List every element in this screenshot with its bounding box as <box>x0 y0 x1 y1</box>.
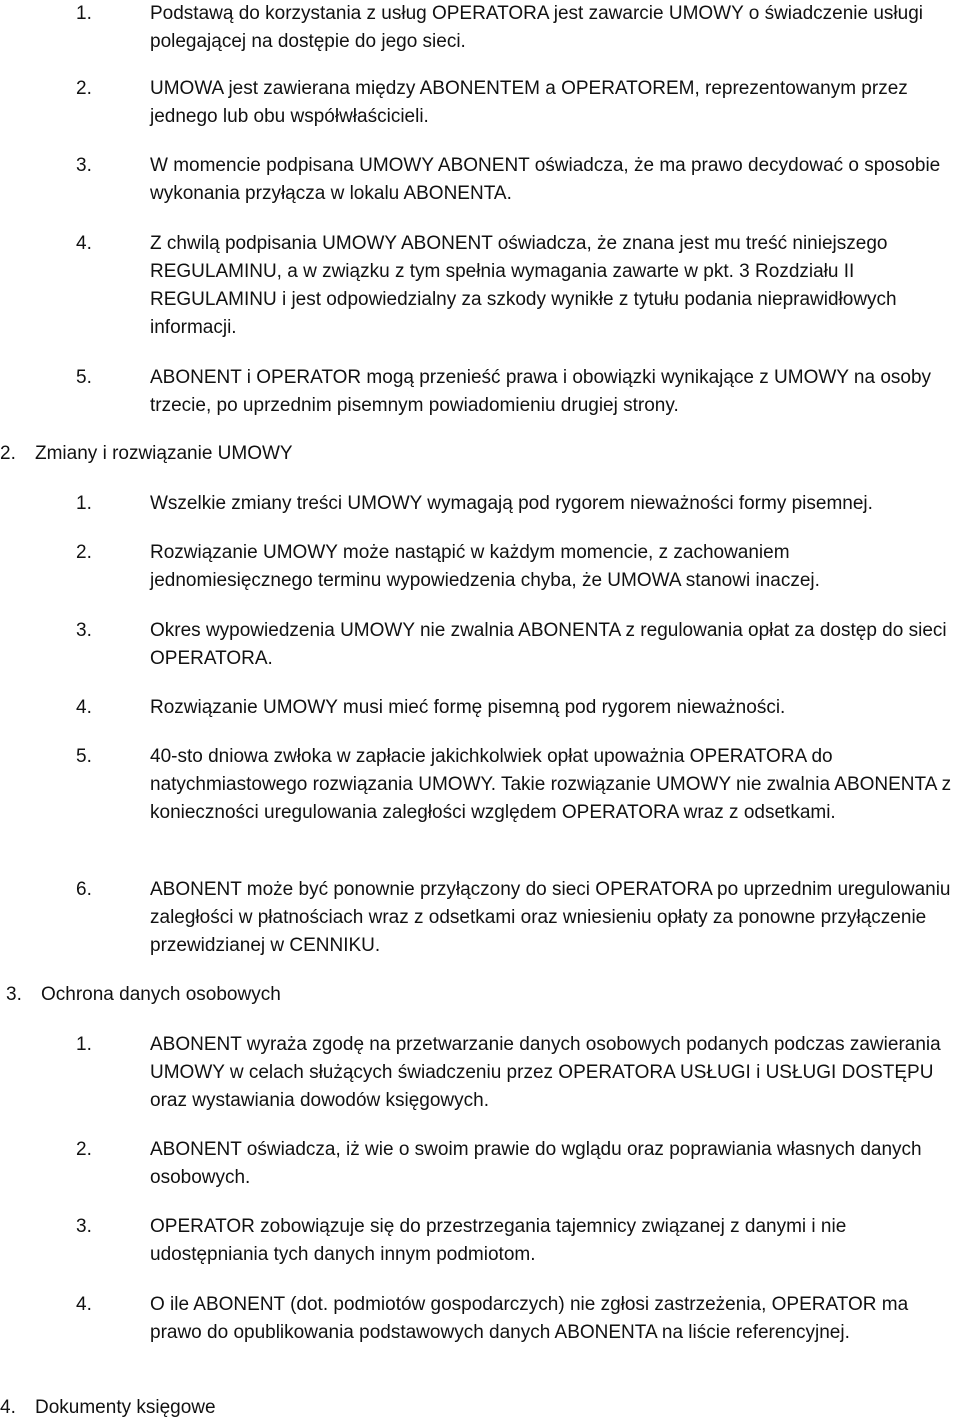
list-item-number: 3. <box>76 1216 92 1237</box>
list-item-text: Wszelkie zmiany treści UMOWY wymagają pod rygorem nieważności formy pisemnej. <box>150 493 873 514</box>
section-heading-number: 2. <box>0 443 16 464</box>
section-heading-title: Zmiany i rozwiązanie UMOWY <box>35 443 293 464</box>
list-item-number: 4. <box>76 233 92 254</box>
list-item-text: 40-sto dniowa zwłoka w zapłacie jakichkolwiek opłat upoważnia OPERATORA do natychmiastowego rozwiązania UMOWY. Takie rozwiązanie UMOWY nie zwalnia ABONENTA z konieczności uregulowania zaległości względem OPERATORA wraz z odsetkami. <box>150 746 952 823</box>
list-item-text: W momencie podpisana UMOWY ABONENT oświadcza, że ma prawo decydować o sposobie wykonania przyłącza w lokalu ABONENTA. <box>150 155 941 204</box>
list-item-number: 2. <box>76 542 92 563</box>
list-item-text: Rozwiązanie UMOWY musi mieć formę pisemną pod rygorem nieważności. <box>150 697 786 718</box>
list-item-text: OPERATOR zobowiązuje się do przestrzegania tajemnicy związanej z danymi i nie udostępniania tych danych innym podmiotom. <box>150 1216 847 1265</box>
section-heading-number: 3. <box>6 984 22 1005</box>
list-item-number: 4. <box>76 1294 92 1315</box>
list-item-number: 3. <box>76 620 92 641</box>
list-item-text: Z chwilą podpisania UMOWY ABONENT oświadcza, że znana jest mu treść niniejszego REGULAMINU, a w związku z tym spełnia wymagania zawarte w pkt. 3 Rozdziału II REGULAMINU i jest odpowiedzialny za szkody wynikłe z tytułu podania nieprawidłowych informacji. <box>150 233 897 338</box>
list-item-text: ABONENT oświadcza, iż wie o swoim prawie do wglądu oraz poprawiania własnych danych osobowych. <box>150 1139 922 1188</box>
list-item-number: 6. <box>76 879 92 900</box>
section-heading-title: Dokumenty księgowe <box>35 1397 216 1418</box>
list-item-number: 5. <box>76 746 92 767</box>
list-item-text: ABONENT może być ponownie przyłączony do sieci OPERATORA po uprzednim uregulowaniu zaległości w płatnościach wraz z odsetkami oraz wniesieniu opłaty za ponowne przyłączenie przewidzianej w CENNIKU. <box>150 879 951 956</box>
list-item-text: Okres wypowiedzenia UMOWY nie zwalnia ABONENTA z regulowania opłat za dostęp do sieci OPERATORA. <box>150 620 947 669</box>
section-heading-number: 4. <box>0 1397 16 1418</box>
list-item-number: 1. <box>76 3 92 24</box>
list-item-text: Rozwiązanie UMOWY może nastąpić w każdym momencie, z zachowaniem jednomiesięcznego terminu wypowiedzenia chyba, że UMOWA stanowi inaczej. <box>150 542 820 591</box>
list-item-number: 2. <box>76 78 92 99</box>
list-item-text: O ile ABONENT (dot. podmiotów gospodarczych) nie zgłosi zastrzeżenia, OPERATOR ma prawo do opublikowania podstawowych danych ABONENTA na liście referencyjnej. <box>150 1294 909 1343</box>
list-item-number: 5. <box>76 367 92 388</box>
list-item-text: ABONENT wyraża zgodę na przetwarzanie danych osobowych podanych podczas zawierania UMOWY w celach służących świadczeniu przez OPERATORA USŁUGI i USŁUGI DOSTĘPU oraz wystawiania dowodów księgowych. <box>150 1034 941 1111</box>
list-item-number: 2. <box>76 1139 92 1160</box>
list-item-number: 1. <box>76 1034 92 1055</box>
list-item-number: 4. <box>76 697 92 718</box>
list-item-text: ABONENT i OPERATOR mogą przenieść prawa i obowiązki wynikające z UMOWY na osoby trzecie, po uprzednim pisemnym powiadomieniu drugiej strony. <box>150 367 932 416</box>
section-heading-title: Ochrona danych osobowych <box>41 984 281 1005</box>
list-item-number: 1. <box>76 493 92 514</box>
list-item-text: Podstawą do korzystania z usług OPERATORA jest zawarcie UMOWY o świadczenie usługi polegającej na dostępie do jego sieci. <box>150 3 923 52</box>
list-item-text: UMOWA jest zawierana między ABONENTEM a OPERATOREM, reprezentowanym przez jednego lub obu współwłaścicieli. <box>150 78 908 127</box>
list-item-number: 3. <box>76 155 92 176</box>
